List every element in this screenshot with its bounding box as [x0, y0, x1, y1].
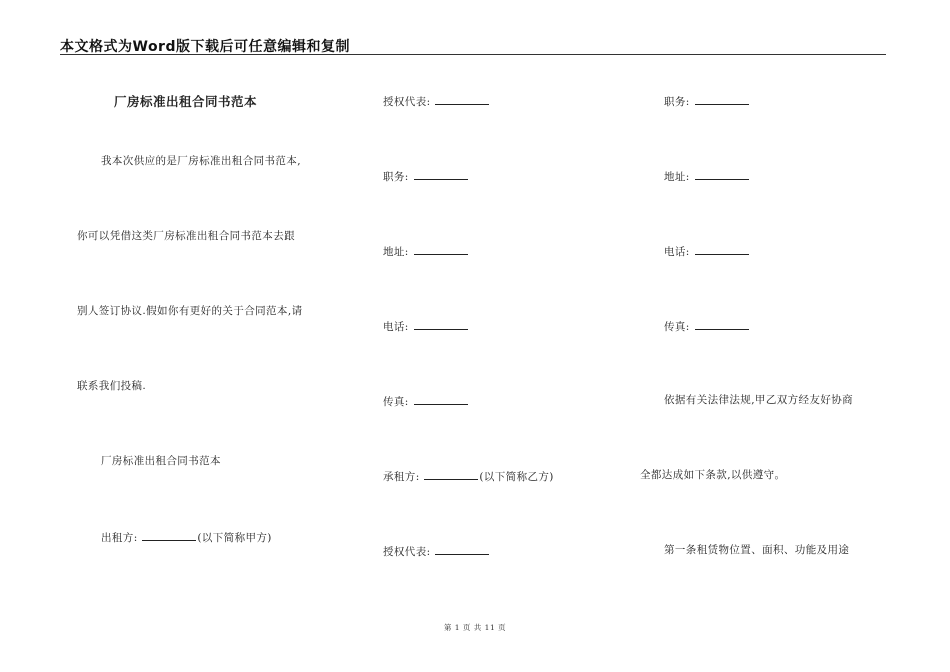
- lessee-label: 承租方:: [383, 471, 420, 483]
- fax1-line: [383, 393, 469, 409]
- terms-line-1: 依据有关法律法规,甲乙双方经友好协商: [664, 394, 854, 406]
- rep2-blank: [435, 543, 489, 555]
- lessee-line: [383, 468, 554, 484]
- article-1-heading: 第一条租赁物位置、面积、功能及用途: [664, 544, 850, 556]
- lessor-line: [101, 529, 272, 545]
- rep2-line: [383, 543, 490, 559]
- intro-line-3: 别人签订协议.假如你有更好的关于合同范本,请: [77, 305, 303, 317]
- page-footer: 第 1 页 共 11 页: [443, 623, 507, 632]
- intro-line-4: 联系我们投稿.: [77, 380, 147, 392]
- tel1-label: 电话:: [383, 321, 409, 333]
- fax1-blank: [414, 393, 468, 405]
- addr2-label: 地址:: [664, 171, 690, 183]
- tel2-line: [664, 243, 750, 259]
- fax2-blank: [695, 318, 749, 330]
- addr1-blank: [414, 243, 468, 255]
- subtitle-line: 厂房标准出租合同书范本: [101, 455, 221, 467]
- header-rule: [60, 54, 886, 55]
- lessor-label: 出租方:: [101, 532, 138, 544]
- addr1-label: 地址:: [383, 246, 409, 258]
- title2-line: [664, 93, 750, 109]
- tel1-line: [383, 318, 469, 334]
- tel2-label: 电话:: [664, 246, 690, 258]
- rep2-label: 授权代表:: [383, 546, 431, 558]
- lessor-suffix: (以下简称甲方): [197, 532, 272, 544]
- page-header: 本文格式为Word版下载后可任意编辑和复制: [60, 39, 350, 55]
- title2-label: 职务:: [664, 96, 690, 108]
- document-title: 厂房标准出租合同书范本: [114, 94, 258, 109]
- intro-line-1: 我本次供应的是厂房标准出租合同书范本,: [101, 155, 301, 167]
- lessor-blank: [142, 529, 196, 541]
- intro-line-2: 你可以凭借这类厂房标准出租合同书范本去跟: [77, 230, 295, 242]
- rep1-label: 授权代表:: [383, 96, 431, 108]
- title1-blank: [414, 168, 468, 180]
- rep1-blank: [435, 93, 489, 105]
- tel2-blank: [695, 243, 749, 255]
- fax2-label: 传真:: [664, 321, 690, 333]
- addr2-blank: [695, 168, 749, 180]
- terms-line-2: 全都达成如下条款,以供遵守。: [640, 469, 786, 481]
- title1-label: 职务:: [383, 171, 409, 183]
- rep1-line: [383, 93, 490, 109]
- title2-blank: [695, 93, 749, 105]
- title1-line: [383, 168, 469, 184]
- addr1-line: [383, 243, 469, 259]
- lessee-blank: [424, 468, 478, 480]
- fax1-label: 传真:: [383, 396, 409, 408]
- lessee-suffix: (以下简称乙方): [479, 471, 554, 483]
- fax2-line: [664, 318, 750, 334]
- tel1-blank: [414, 318, 468, 330]
- addr2-line: [664, 168, 750, 184]
